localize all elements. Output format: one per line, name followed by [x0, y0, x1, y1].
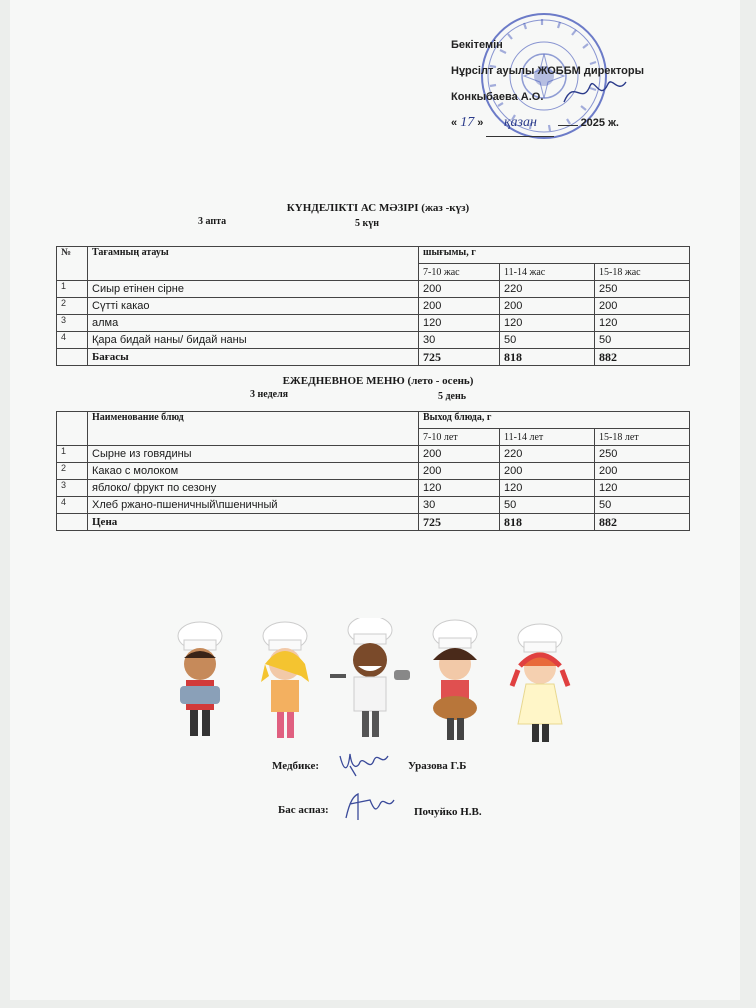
- chef-figure: [178, 622, 222, 736]
- yield-value: 50: [595, 332, 690, 349]
- ru-header-yield: Выход блюда, г: [419, 412, 690, 429]
- cook-label: Бас аспаз:: [278, 804, 329, 816]
- dish-name: Қара бидай наны/ бидай наны: [88, 332, 419, 349]
- row-number: 1: [57, 446, 88, 463]
- kz-header-num: №: [57, 247, 88, 281]
- price-total: 882: [595, 514, 690, 531]
- yield-value: 200: [419, 281, 500, 298]
- yield-value: 200: [595, 463, 690, 480]
- dish-name: яблоко/ фрукт по сезону: [88, 480, 419, 497]
- table-row: [57, 480, 690, 497]
- director-signature: [560, 72, 630, 112]
- yield-value: 50: [500, 497, 595, 514]
- dish-name: алма: [88, 315, 419, 332]
- yield-value: 200: [500, 463, 595, 480]
- date-close-quote: »: [477, 117, 484, 129]
- yield-value: 30: [419, 332, 500, 349]
- ru-menu-table: [56, 411, 690, 531]
- kz-menu-title: КҮНДЕЛІКТІ АС МӘЗІРІ (жаз -күз): [286, 202, 470, 214]
- dish-name: Хлеб ржано-пшеничный\пшеничный: [88, 497, 419, 514]
- row-number: 2: [57, 298, 88, 315]
- ru-menu-title: ЕЖЕДНЕВНОЕ МЕНЮ (лето - осень): [282, 375, 474, 387]
- table-row: [57, 463, 690, 480]
- cook-name: Почуйко Н.В.: [414, 806, 482, 818]
- price-row: [57, 514, 690, 531]
- date-day: 17: [460, 115, 475, 130]
- price-total: 818: [500, 349, 595, 366]
- yield-value: 50: [500, 332, 595, 349]
- price-label: Бағасы: [88, 349, 419, 366]
- yield-value: 200: [500, 298, 595, 315]
- approval-director-name: Конкыбаева А.О.: [451, 91, 544, 103]
- ru-age-3: 15-18 лет: [595, 429, 690, 446]
- kz-age-2: 11-14 жас: [500, 264, 595, 281]
- date-year: 2025 ж.: [580, 117, 619, 129]
- dish-name: Сиыр етінен сірне: [88, 281, 419, 298]
- yield-value: 120: [419, 480, 500, 497]
- nurse-name: Уразова Г.Б: [408, 760, 467, 772]
- yield-value: 50: [595, 497, 690, 514]
- dish-name: Сүтті какао: [88, 298, 419, 315]
- price-label: Цена: [88, 514, 419, 531]
- price-row: [57, 349, 690, 366]
- price-total: 725: [419, 514, 500, 531]
- chef-figure: [433, 620, 477, 740]
- dish-name: Сырне из говядины: [88, 446, 419, 463]
- table-row: [57, 446, 690, 463]
- yield-value: 200: [419, 446, 500, 463]
- kz-week: 3 апта: [198, 216, 227, 227]
- ru-week: 3 неделя: [250, 389, 289, 400]
- ru-age-1: 7-10 лет: [419, 429, 500, 446]
- nurse-signature-row: [272, 760, 319, 772]
- yield-value: 200: [595, 298, 690, 315]
- yield-value: 120: [419, 315, 500, 332]
- approval-date: [451, 110, 644, 137]
- yield-value: 120: [500, 480, 595, 497]
- nurse-label: Медбике:: [272, 760, 319, 772]
- approval-title: Бекітемін: [451, 39, 503, 51]
- kz-menu-table: [56, 246, 690, 366]
- date-open-quote: «: [451, 117, 458, 129]
- row-number: 4: [57, 332, 88, 349]
- nurse-signature: [336, 748, 396, 778]
- chef-children-illustration: [160, 618, 580, 748]
- yield-value: 220: [500, 281, 595, 298]
- yield-value: 220: [500, 446, 595, 463]
- row-number: 1: [57, 281, 88, 298]
- row-number: 2: [57, 463, 88, 480]
- table-row: [57, 298, 690, 315]
- cook-signature: [340, 790, 400, 824]
- chef-figure: [512, 624, 568, 742]
- ru-day: 5 день: [438, 391, 467, 402]
- price-total: 725: [419, 349, 500, 366]
- yield-value: 120: [595, 315, 690, 332]
- chef-figure: [261, 622, 309, 738]
- price-total: 818: [500, 514, 595, 531]
- ru-header-name: Наименование блюд: [88, 412, 419, 446]
- date-month: қазан: [486, 110, 554, 137]
- row-number: 3: [57, 315, 88, 332]
- table-row: [57, 281, 690, 298]
- row-number: 4: [57, 497, 88, 514]
- approval-position: Нұрсілт ауылы ЖОББМ директоры: [451, 65, 644, 77]
- yield-value: 250: [595, 446, 690, 463]
- row-number: 3: [57, 480, 88, 497]
- yield-value: 250: [595, 281, 690, 298]
- chef-figure: [330, 618, 410, 737]
- yield-value: 200: [419, 298, 500, 315]
- kz-day: 5 күн: [355, 218, 380, 229]
- table-row: [57, 315, 690, 332]
- ru-header-num: [57, 412, 88, 446]
- yield-value: 120: [595, 480, 690, 497]
- dish-name: Какао с молоком: [88, 463, 419, 480]
- kz-age-1: 7-10 жас: [419, 264, 500, 281]
- ru-age-2: 11-14 лет: [500, 429, 595, 446]
- table-row: [57, 497, 690, 514]
- yield-value: 200: [419, 463, 500, 480]
- yield-value: 30: [419, 497, 500, 514]
- kz-header-name: Тағамның атауы: [88, 247, 419, 281]
- kz-age-3: 15-18 жас: [595, 264, 690, 281]
- kz-header-yield: шығымы, г: [419, 247, 690, 264]
- table-row: [57, 332, 690, 349]
- yield-value: 120: [500, 315, 595, 332]
- price-total: 882: [595, 349, 690, 366]
